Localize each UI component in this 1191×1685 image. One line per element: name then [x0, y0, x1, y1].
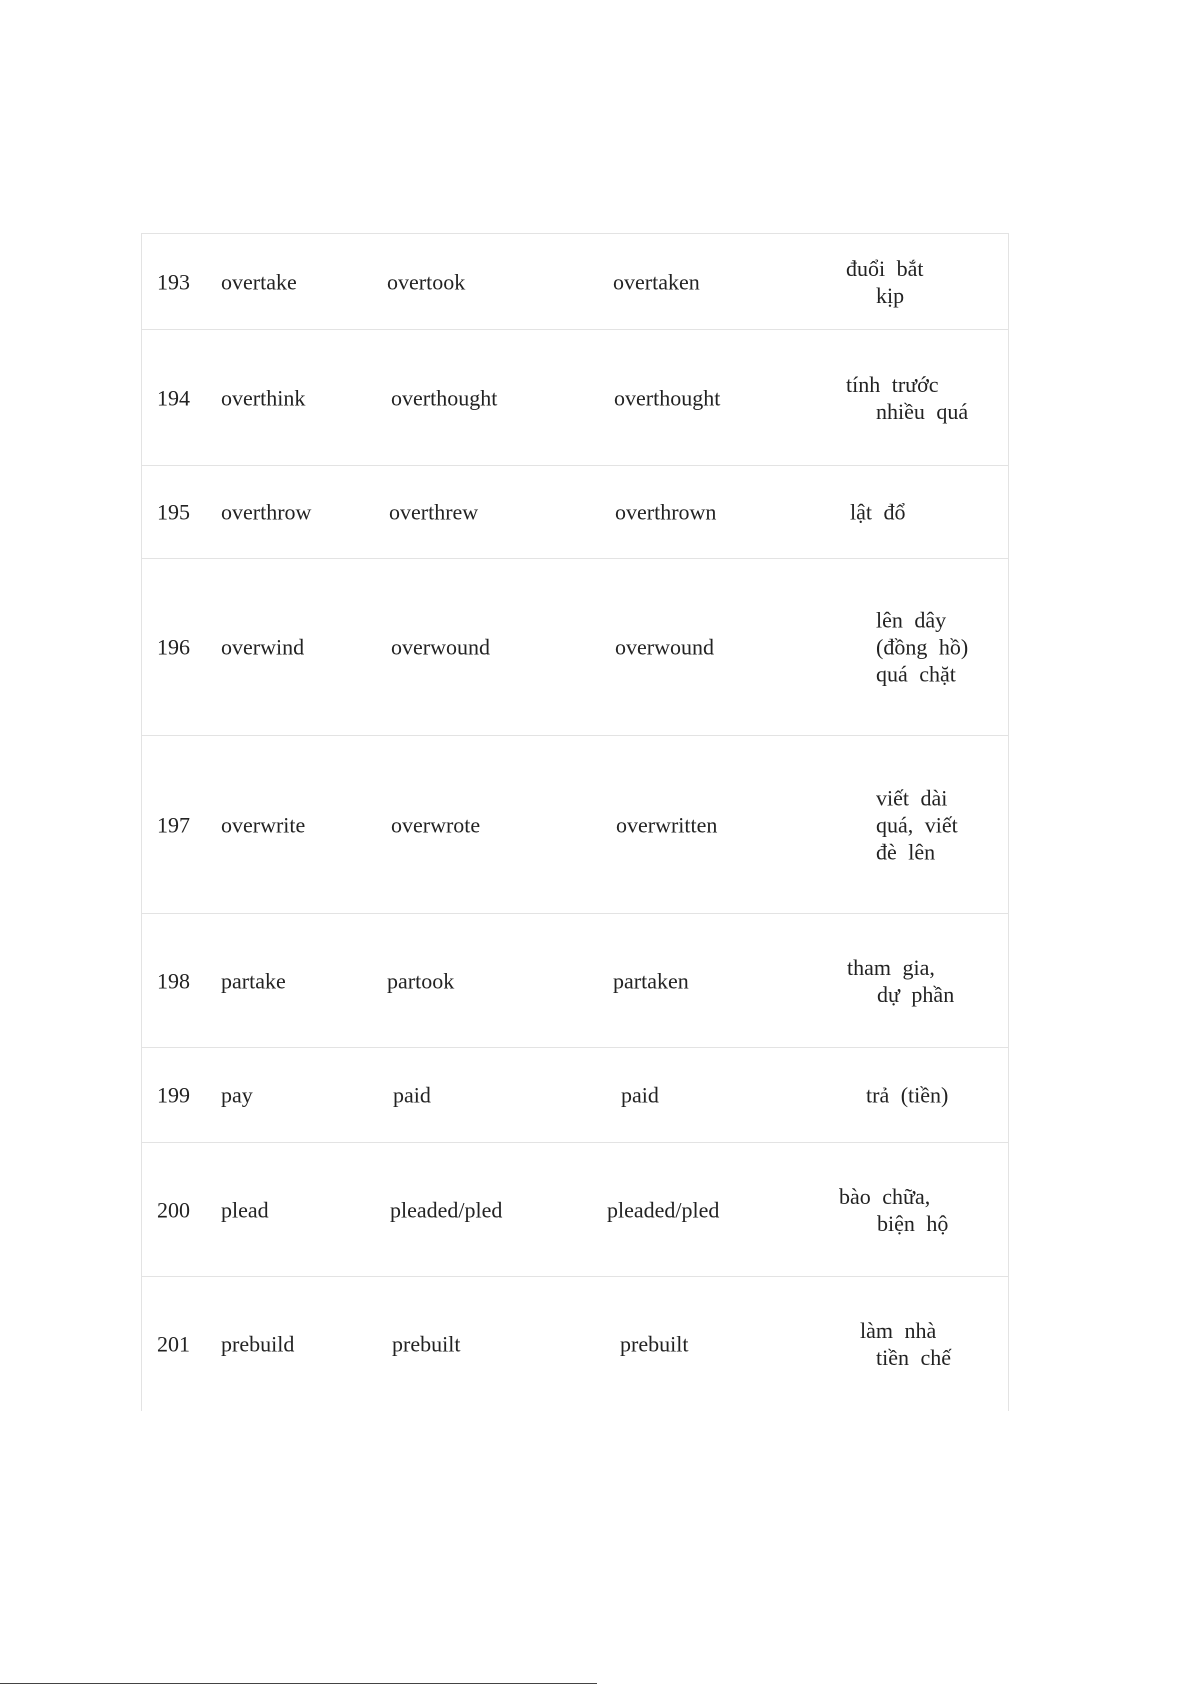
- meaning: [876, 607, 1026, 688]
- past-simple: paid: [393, 1082, 431, 1108]
- past-simple: overwound: [391, 634, 490, 660]
- base-form: plead: [221, 1197, 269, 1222]
- past-simple: overwrote: [391, 812, 481, 837]
- meaning-line: tiền chế: [876, 1345, 952, 1370]
- past-simple: overthought: [391, 385, 498, 410]
- table-row: [142, 559, 1008, 736]
- table-row: [142, 1277, 1008, 1411]
- table-row: [142, 1143, 1008, 1277]
- meaning: [876, 784, 1026, 865]
- row-number: 201: [157, 1331, 190, 1357]
- meaning-line: làm nhà: [860, 1318, 937, 1343]
- row-number: 193: [157, 269, 190, 294]
- meaning-line: dự phần: [877, 981, 955, 1007]
- row-number: 198: [157, 968, 190, 993]
- table-row: [142, 1048, 1008, 1143]
- table-row: [142, 466, 1008, 559]
- past-simple: overtook: [387, 269, 466, 294]
- past-participle: partaken: [613, 968, 689, 993]
- row-number: 200: [157, 1197, 190, 1222]
- irregular-verb-table: [141, 233, 1009, 1411]
- meaning: [846, 255, 996, 309]
- meaning-line: (đồng hồ): [876, 634, 969, 660]
- base-form: partake: [221, 968, 286, 993]
- base-form: overthrow: [221, 499, 312, 525]
- meaning: [846, 371, 996, 425]
- meaning-line: biện hộ: [877, 1210, 949, 1236]
- table-row: [142, 736, 1008, 914]
- row-number: 194: [157, 385, 190, 410]
- row-number: 197: [157, 812, 190, 837]
- base-form: overwrite: [221, 812, 306, 837]
- meaning-line: đè lên: [876, 839, 936, 864]
- past-participle: overtaken: [613, 269, 700, 294]
- past-participle: overthought: [614, 385, 721, 410]
- table-row: [142, 330, 1008, 466]
- meaning-line: quá chặt: [876, 661, 956, 687]
- meaning-line: trả (tiền): [866, 1082, 949, 1108]
- base-form: overtake: [221, 269, 297, 294]
- table-row: [142, 234, 1008, 330]
- meaning: [839, 1183, 989, 1237]
- meaning-line: lên dây: [876, 607, 947, 633]
- row-number: 195: [157, 499, 190, 525]
- meaning-line: tính trước: [846, 371, 939, 397]
- past-participle: pleaded/pled: [607, 1197, 720, 1222]
- past-participle: overthrown: [615, 499, 717, 525]
- meaning-line: kịp: [876, 282, 905, 308]
- footer-rule: [0, 1683, 597, 1684]
- meaning-line: tham gia,: [847, 954, 935, 980]
- past-simple: overthrew: [389, 499, 479, 525]
- past-participle: overwritten: [616, 812, 718, 837]
- past-simple: partook: [387, 968, 455, 993]
- row-number: 199: [157, 1082, 190, 1108]
- past-simple: prebuilt: [392, 1331, 461, 1357]
- past-participle: overwound: [615, 634, 714, 660]
- meaning-line: bào chữa,: [839, 1183, 931, 1209]
- meaning: [866, 1082, 1016, 1109]
- base-form: overthink: [221, 385, 306, 410]
- meaning: [850, 499, 1000, 526]
- meaning-line: nhiều quá: [876, 398, 969, 424]
- base-form: prebuild: [221, 1331, 295, 1357]
- meaning: [847, 954, 997, 1008]
- past-simple: pleaded/pled: [390, 1197, 503, 1222]
- meaning-line: quá, viết: [876, 812, 958, 837]
- row-number: 196: [157, 634, 190, 660]
- meaning-line: lật đổ: [850, 499, 906, 525]
- base-form: overwind: [221, 634, 305, 660]
- base-form: pay: [221, 1082, 253, 1108]
- past-participle: paid: [621, 1082, 659, 1108]
- past-participle: prebuilt: [620, 1331, 689, 1357]
- meaning-line: đuổi bắt: [846, 255, 924, 281]
- meaning-line: viết dài: [876, 785, 948, 810]
- meaning: [860, 1317, 1010, 1371]
- table-row: [142, 914, 1008, 1048]
